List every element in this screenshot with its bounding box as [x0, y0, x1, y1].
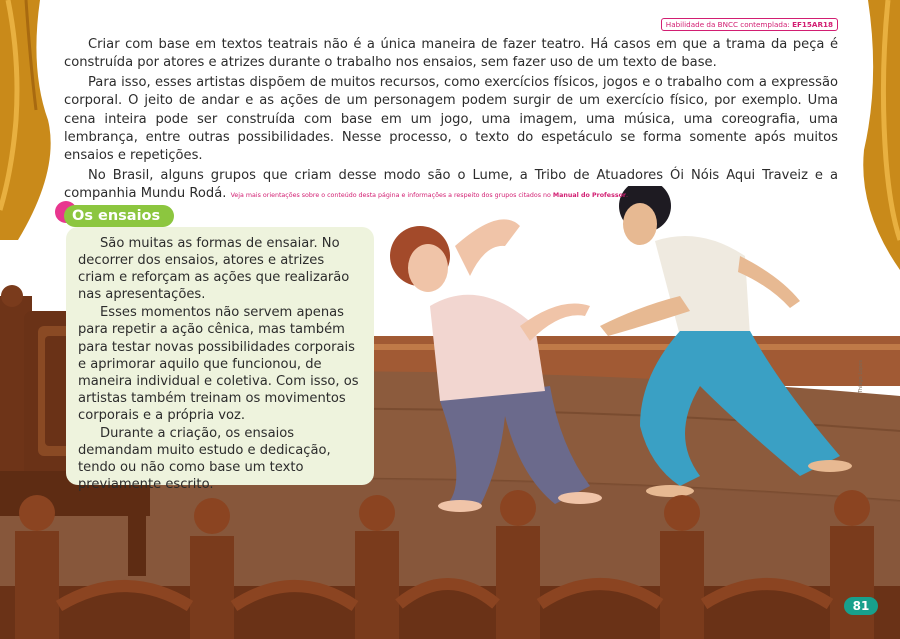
- intro-text: [64, 36, 838, 207]
- curtain-left: [0, 0, 62, 240]
- bncc-skill-label: Habilidade da BNCC contemplada:: [665, 20, 790, 29]
- section-title: Os ensaios: [64, 205, 174, 227]
- section-paragraph-2: Esses momentos não servem apenas para repetir a ação cênica, mas também para testar novas possibilidades corporais e aprimorar aquilo que funcionou, de maneira individual e coletiva. Com isso, os artistas também treinam os movimentos corporais e a própria voz.: [78, 305, 359, 423]
- section-box: [66, 227, 374, 493]
- teacher-manual-link[interactable]: Manual do Professor: [552, 192, 626, 200]
- intro-paragraph-2: Para isso, esses artistas dispõem de muitos recursos, como exercícios físicos, jogos e o trabalho com a expressão corporal. O jeito de andar e as ações de um personagem podem surgir de um exercício físico, por exemplo. Uma cena inteira pode ser construída com base em um jogo, uma imagem, uma música, uma coreografia, uma lembrança, entre outras possibilidades. Nesse processo, o texto do espetáculo se forma somente após muitos ensaios e repetições.: [64, 74, 838, 164]
- teacher-note-text: Veja mais orientações sobre o conteúdo desta página e informações a respeito dos grupos citados no: [230, 192, 551, 200]
- page-number: 81: [844, 597, 878, 615]
- teacher-note: [231, 192, 628, 199]
- bncc-skill-badge: [661, 18, 838, 31]
- intro-paragraph-1: Criar com base em textos teatrais não é a única maneira de fazer teatro. Há casos em que a trama da peça é construída por atores e atrizes durante o trabalho nos ensaios, sem fazer uso de um texto de base.: [64, 37, 838, 71]
- illustration-credit: Thiago Lopes: [858, 360, 864, 394]
- section-paragraph-1: São muitas as formas de ensaiar. No decorrer dos ensaios, atores e atrizes criam e reforçam as ações que realizarão nas apresentações.: [78, 236, 350, 303]
- curtain-right: [858, 0, 900, 270]
- section-paragraph-3: Durante a criação, os ensaios demandam muito estudo e dedicação, tendo ou não como base um texto previamente escrito.: [78, 426, 331, 493]
- teacher-note-end: .: [626, 192, 629, 200]
- bncc-skill-code: EF15AR18: [792, 20, 833, 29]
- intro-paragraph-3-text: No Brasil, alguns grupos que criam desse modo são o Lume, a Tribo de Atuadores Ói Nóis Aqui Traveiz e a companhia Mundu Rodá.: [64, 167, 838, 202]
- intro-paragraph-3: [64, 167, 838, 206]
